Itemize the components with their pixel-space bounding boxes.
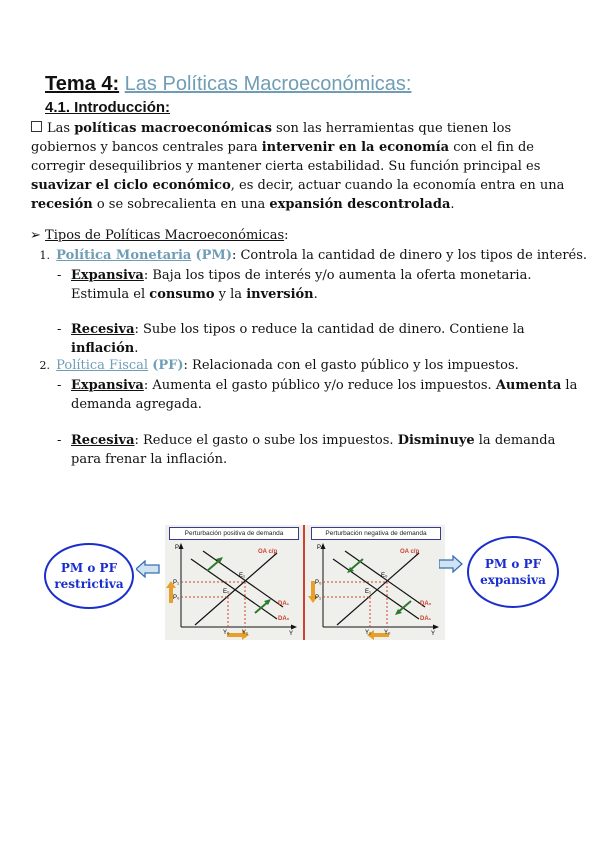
arrow-bullet-icon: ➢ [30, 228, 41, 243]
y0-label: Y₀ [223, 630, 230, 636]
positive-shock-graph [165, 539, 301, 640]
da1-label: DA₁ [278, 601, 290, 607]
axis-y-label: Y [431, 631, 436, 637]
checkbox-bullet-icon [31, 121, 42, 132]
page-title [45, 73, 411, 96]
p0-label: P₀ [315, 580, 322, 586]
restrictive-policy-circle: PM o PF restrictiva [44, 543, 134, 609]
e1-label: E₁ [365, 589, 372, 595]
list-item-fiscal: 2. Política Fiscal (PF): Relacionada con el gasto público y los impuestos. [39, 358, 519, 373]
monetary-policy-link[interactable]: Política Monetaria [56, 248, 192, 263]
section-heading: 4.1. Introducción: [45, 99, 171, 116]
da0-curve [345, 551, 425, 607]
axis-p-label: P [175, 545, 180, 551]
oa-curve [195, 553, 277, 625]
da0-label: DA₀ [420, 601, 432, 607]
p0-label: P₀ [173, 595, 180, 601]
oa-curve [337, 553, 419, 625]
da0-label: DA₀ [278, 616, 290, 622]
da1-curve [333, 559, 419, 619]
e1-label: E₁ [239, 573, 246, 579]
y1-label: Y₁ [242, 630, 249, 636]
right-arrow-icon [439, 555, 463, 573]
title-text: Las Políticas Macroeconómicas: [124, 73, 412, 95]
da0-curve [191, 559, 277, 619]
fiscal-policy-link[interactable]: Política Fiscal [56, 358, 149, 373]
e0-label: E₀ [223, 589, 230, 595]
p1-label: P₁ [315, 595, 322, 601]
da1-curve [203, 551, 283, 607]
expansive-policy-circle: PM o PF expansiva [467, 536, 559, 608]
negative-shock-graph [307, 539, 443, 640]
monetary-expansiva: - Expansiva: Baja los tipos de interés y/o aumenta la oferta monetaria. Estimula el consumo y la inversión. [57, 268, 532, 302]
left-arrow-icon [136, 560, 160, 578]
y0-label: Y₀ [384, 630, 391, 636]
fiscal-recesiva: - Recesiva: Reduce el gasto o sube los impuestos. Disminuye la demanda para frenar la inflación. [57, 433, 556, 467]
oa-label: OA c/p [400, 549, 420, 555]
axis-p-label: P [317, 545, 322, 551]
title-label: Tema 4: [45, 73, 120, 95]
panel-divider [303, 525, 305, 640]
monetary-recesiva: - Recesiva: Sube los tipos o reduce la cantidad de dinero. Contiene la inflación. [57, 322, 525, 356]
fiscal-expansiva: - Expansiva: Aumenta el gasto público y/o reduce los impuestos. Aumenta la demanda agregada. [57, 378, 578, 412]
intro-paragraph: Las políticas macroeconómicas son las herramientas que tienen los gobiernos y bancos centrales para intervenir en la economía con el fin de corregir desequilibrios y mantener cierta estabilidad. Su función principal es suavizar el ciclo económico, es decir, actuar cuando la economía entra en una recesión o se sobrecalienta en una expansión descontrolada. [31, 121, 565, 212]
negative-shock-panel [307, 525, 443, 640]
types-heading: ➢ Tipos de Políticas Macroeconómicas: [30, 228, 289, 243]
e0-label: E₀ [381, 573, 388, 579]
da1-label: DA₁ [420, 616, 432, 622]
demand-shock-figure [165, 525, 445, 640]
p1-label: P₁ [173, 580, 180, 586]
list-item-monetary: 1. Política Monetaria (PM): Controla la cantidad de dinero y los tipos de interés. [39, 248, 588, 263]
positive-shock-title: Perturbación positiva de demanda [169, 527, 299, 540]
negative-shock-title: Perturbación negativa de demanda [311, 527, 441, 540]
oa-label: OA c/p [258, 549, 278, 555]
positive-shock-panel [165, 525, 301, 640]
y1-label: Y₁ [365, 630, 372, 636]
axis-y-label: Y [289, 631, 294, 637]
